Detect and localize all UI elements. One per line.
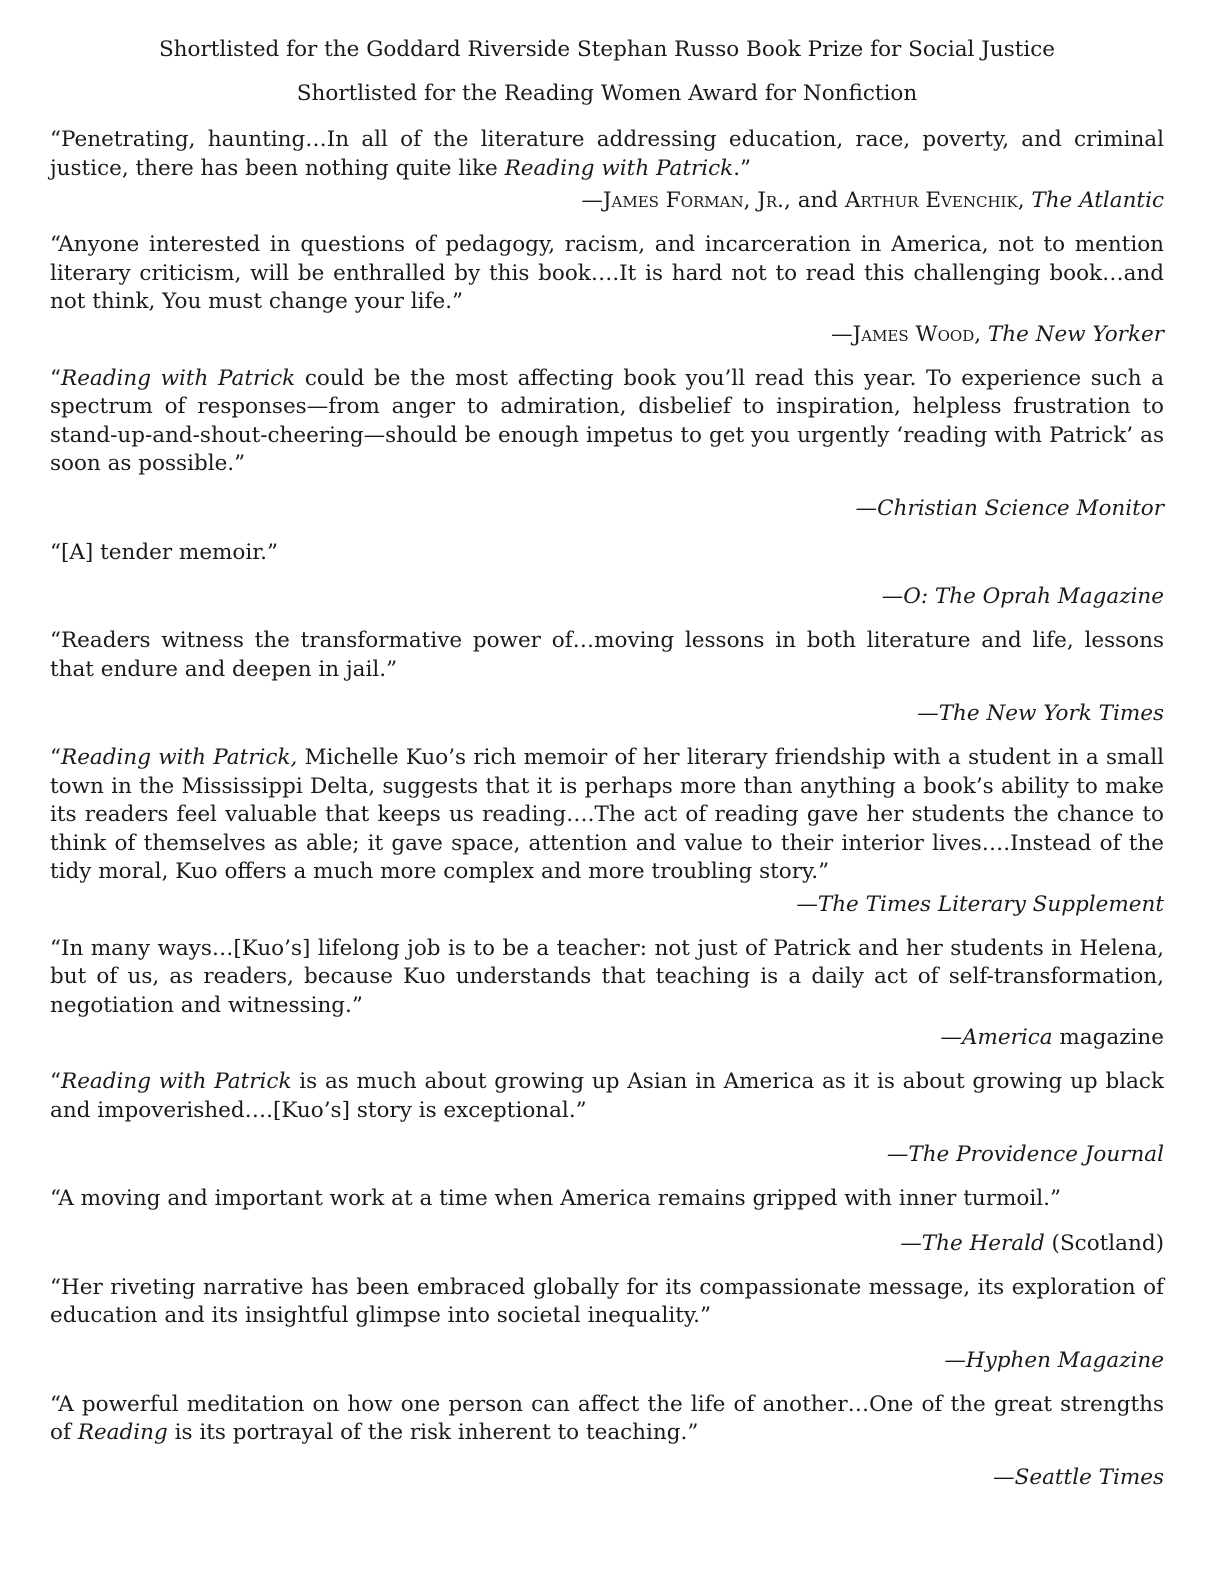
review-attribution: —The Times Literary Supplement: [796, 891, 1164, 917]
review-attribution: —The Herald (Scotland): [900, 1230, 1164, 1256]
review-quote: “Reading with Patrick is as much about growing up Asian in America as it is about growing up black and impoverished….[Kuo’s] story is exceptional.”: [50, 1069, 1164, 1123]
review-quote: “In many ways…[Kuo’s] lifelong job is to be a teacher: not just of Patrick and her students in Helena, but of us, as readers, because Kuo understands that teaching is a daily act of self-transformation, negotiation and witnessing.”: [50, 935, 1164, 1018]
review-block: [50, 1391, 1164, 1492]
review-quote: “A moving and important work at a time when America remains gripped with inner turmoil.”: [50, 1186, 1061, 1211]
review-attribution: —The New York Times: [917, 701, 1164, 726]
review-quote: “Her riveting narrative has been embraced globally for its compassionate message, its exploration of education and its insightful glimpse into societal inequality.”: [50, 1274, 1164, 1328]
review-quote: “[A] tender memoir.”: [50, 539, 278, 565]
review-block: [50, 627, 1164, 728]
review-attribution: —America magazine: [940, 1025, 1164, 1050]
review-quote: “Penetrating, haunting…In all of the literature addressing education, race, poverty, and criminal justice, there has been nothing quite like Reading with Patrick.”: [50, 127, 1164, 181]
awards-list: [50, 36, 1164, 108]
review-attribution: —Christian Science Monitor: [855, 495, 1164, 521]
praise-page: [50, 36, 1164, 1508]
review-block: [50, 1185, 1164, 1258]
review-quote: “Readers witness the transformative power of…moving lessons in both literature and life, lessons that endure and deepen in jail.”: [50, 628, 1164, 682]
review-quote: “A powerful meditation on how one person can affect the life of another…One of the great strengths of Reading is its portrayal of the risk inherent to teaching.”: [50, 1391, 1164, 1445]
review-attribution: —Hyphen Magazine: [944, 1347, 1164, 1373]
review-attribution: —O: The Oprah Magazine: [881, 584, 1164, 609]
review-quote: “Reading with Patrick, Michelle Kuo’s rich memoir of her literary friendship with a student in a small town in the Mississippi Delta, suggests that it is perhaps more than anything a book’s ability to make its readers feel valuable that keeps us reading….The act of reading gave her students the chance to think of themselves as able; it gave space, attention and value to their interior lives….Instead of the tidy moral, Kuo offers a much more complex and more troubling story.”: [50, 745, 1164, 884]
review-quote: “Anyone interested in questions of pedagogy, racism, and incarceration in America, not to mention literary criticism, will be enthralled by this book….It is hard not to read this challenging book…and not think, You must change your life.”: [50, 232, 1164, 314]
review-attribution: —James Forman, Jr., and Arthur Evenchik, The Atlantic: [581, 188, 1164, 213]
review-block: [50, 126, 1164, 215]
review-block: [50, 1068, 1164, 1169]
review-block: [50, 231, 1164, 349]
review-block: [50, 935, 1164, 1053]
review-attribution: —The Providence Journal: [886, 1142, 1164, 1167]
award-line: Shortlisted for the Reading Women Award for Nonfiction: [296, 81, 918, 106]
review-block: [50, 365, 1164, 523]
review-block: [50, 1274, 1164, 1375]
review-block: [50, 539, 1164, 612]
review-quote: “Reading with Patrick could be the most affecting book you’ll read this year. To experience such a spectrum of responses—from anger to admiration, disbelief to inspiration, helpless frustration to stand-up-and-shout-cheering—should be enough impetus to get you urgently ‘reading with Patrick’ as soon as possible.”: [50, 365, 1164, 476]
award-line: Shortlisted for the Goddard Riverside Stephan Russo Book Prize for Social Justice: [158, 37, 1056, 62]
review-block: [50, 744, 1164, 919]
review-attribution: —Seattle Times: [993, 1464, 1164, 1490]
review-attribution: —James Wood, The New Yorker: [831, 321, 1164, 347]
